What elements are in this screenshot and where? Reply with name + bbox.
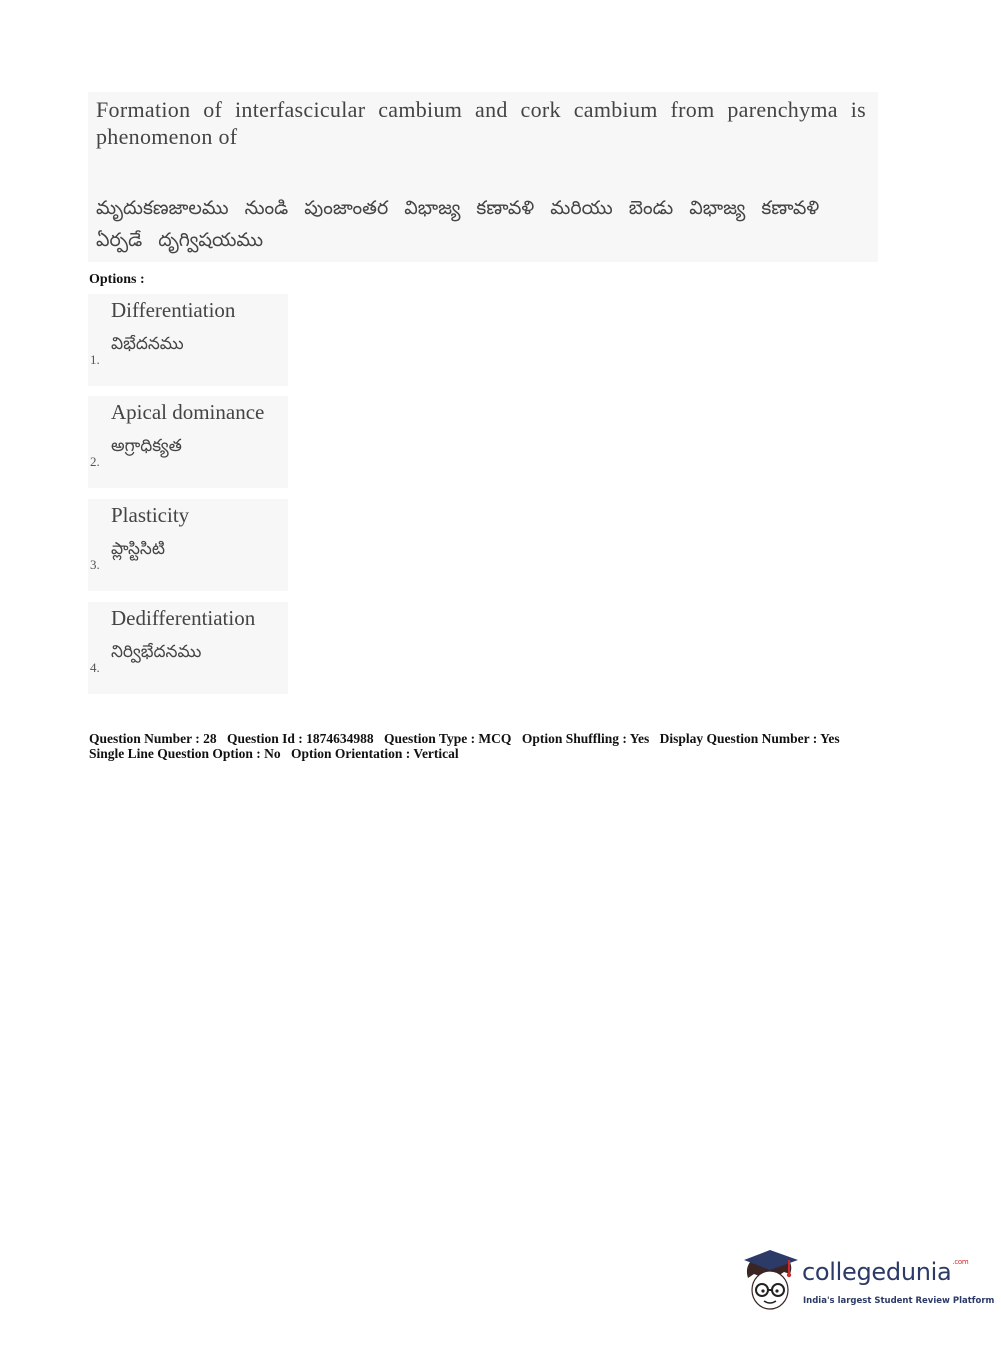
option-text-english: Dedifferentiation [111, 606, 256, 630]
question-number: Question Number : 28 [89, 731, 217, 746]
brand-tagline: India's largest Student Review Platform [803, 1296, 995, 1306]
option-number: 3. [90, 557, 100, 572]
option-1[interactable] [88, 294, 288, 386]
option-2[interactable] [88, 396, 288, 488]
option-text-telugu: నిర్విభేదనము [111, 642, 202, 662]
brand-name: collegedunia$^{.com}$ [802, 1258, 969, 1286]
collegedunia-mascot-icon [740, 1248, 802, 1314]
option-text-telugu: అగ్రాధిక్యత [111, 436, 182, 456]
option-number: 1. [90, 352, 100, 367]
option-text-english: Plasticity [111, 503, 190, 527]
option-4[interactable] [88, 602, 288, 694]
option-text-english: Differentiation [111, 298, 236, 322]
question-metadata [89, 731, 909, 761]
display-question-number: Display Question Number : Yes [659, 731, 840, 746]
question-text-english: Formation of interfascicular cambium and cork cambium from parenchyma is phenomenon of [96, 97, 866, 149]
option-3[interactable] [88, 499, 288, 591]
collegedunia-logo [740, 1248, 995, 1320]
options-label: Options : [89, 272, 145, 287]
option-text-telugu: విభేదనము [111, 334, 184, 354]
question-id: Question Id : 1874634988 [227, 731, 374, 746]
question-type: Question Type : MCQ [384, 731, 512, 746]
option-number: 2. [90, 454, 100, 469]
metadata-line-1 [89, 731, 909, 746]
option-text-telugu: ప్లాస్టిసిటి [111, 539, 165, 559]
single-line-question-option: Single Line Question Option : No [89, 746, 281, 761]
option-shuffling: Option Shuffling : Yes [521, 731, 650, 746]
question-text-telugu: మృదుకణజాలము నుండి పుంజాంతర విభాజ్య కణావళి మరియు బెండు విభాజ్య కణావళి ఏర్పడే దృగ్విషయము [96, 197, 820, 251]
question-image [88, 92, 878, 262]
metadata-line-2 [89, 746, 909, 761]
option-text-english: Apical dominance [111, 400, 265, 424]
option-number: 4. [90, 660, 100, 675]
option-orientation: Option Orientation : Vertical [291, 746, 459, 761]
